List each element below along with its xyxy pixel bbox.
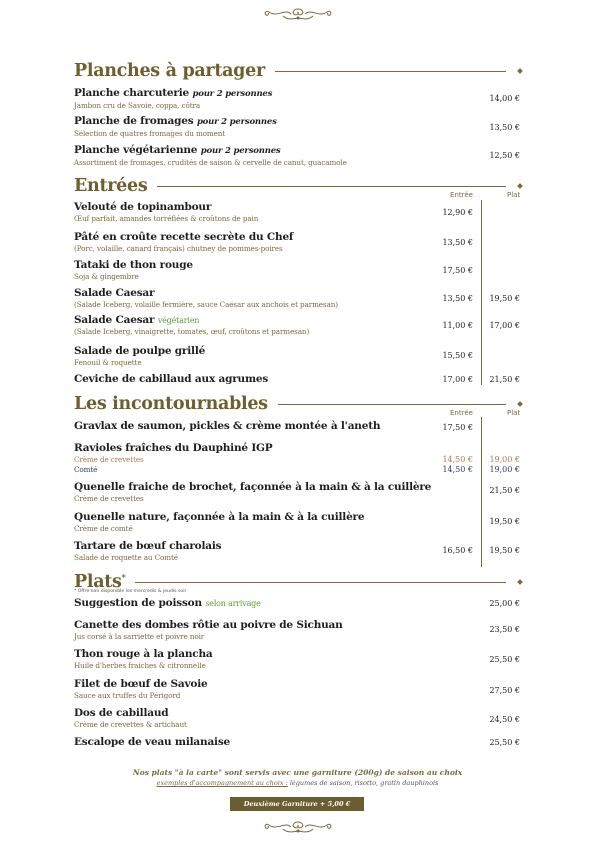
item-price-entree: 13,50 €: [442, 238, 473, 247]
item-name: Filet de bœuf de Savoie: [74, 678, 208, 690]
diamond-icon: [517, 68, 523, 74]
item-price-entree: 17,00 €: [442, 375, 473, 384]
item-desc: (Salade Iceberg, vinaigrette, tomates, œuf, croûtons et parmesan): [74, 327, 310, 336]
menu-item: [74, 511, 524, 534]
menu-item: [74, 736, 524, 749]
item-name: Quenelle nature, façonnée à la main & à la cuillère: [74, 511, 365, 523]
item-name: Dos de cabillaud: [74, 707, 169, 719]
item-price-entree: 16,50 €: [442, 546, 473, 555]
item-desc: Jambon cru de Savoie, coppa, côtra: [74, 101, 201, 110]
divider: [135, 582, 506, 583]
item-desc: Crème de comté: [74, 524, 133, 533]
item-price-plat: 21,50 €: [489, 375, 520, 384]
item-name: Tataki de thon rouge: [74, 259, 193, 271]
column-header-plat: Plat: [507, 191, 521, 199]
item-name: Salade de poulpe grillé: [74, 345, 206, 357]
item-price-entree: 17,50 €: [442, 266, 473, 275]
item-price-entree: 14,50 €: [442, 455, 473, 464]
item-price-entree: 17,50 €: [442, 423, 473, 432]
flourish-ornament-icon: [261, 819, 335, 835]
diamond-icon: [517, 183, 523, 189]
item-desc: (Porc, volaille, canard français) chutney de pommes-poires: [74, 244, 283, 253]
item-name: Planche végétarienne: [74, 144, 198, 156]
item-portion: pour 2 personnes: [196, 117, 277, 127]
menu-item: [74, 87, 524, 111]
item-desc: Salade de roquette au Comté: [74, 553, 178, 562]
menu-item: [74, 481, 524, 504]
divider: [157, 186, 506, 187]
item-portion: pour 2 personnes: [192, 89, 273, 99]
item-variant: Crème de crevettes: [74, 455, 144, 464]
item-price-entree: 15,50 €: [442, 351, 473, 360]
garnish-note: Nos plats "à la carte" sont servis avec une garniture (200g) de saison au choix: [132, 768, 463, 777]
garnish-examples-label: exemples d'accompagnement au choix :: [156, 779, 288, 787]
bottom-ornament: [0, 819, 595, 835]
section-title: Les incontournables: [74, 394, 268, 414]
item-name: Salade Caesar: [74, 287, 155, 299]
footnote: * Offre non disponible les mercredis & jeudis soir: [74, 589, 187, 594]
section-title: Entrées: [74, 176, 148, 196]
menu-item: [74, 115, 524, 139]
item-price: 23,50 €: [489, 625, 520, 634]
item-portion: pour 2 personnes: [200, 146, 281, 156]
item-price-entree: 11,00 €: [442, 321, 473, 330]
item-name: Salade Caesar: [74, 314, 155, 326]
item-name: Ravioles fraîches du Dauphiné IGP: [74, 442, 273, 454]
section-header-planches: [74, 59, 522, 83]
column-header-plat: Plat: [507, 409, 521, 417]
item-price: 27,50 €: [489, 686, 520, 695]
item-name: Quenelle fraiche de brochet, façonnée à la main & à la cuillère: [74, 481, 432, 493]
item-name: Planche de fromages: [74, 115, 194, 127]
menu-item: [74, 144, 524, 168]
column-header-entree: Entrée: [450, 409, 473, 417]
item-price: 13,50 €: [489, 123, 520, 132]
item-desc: Assortiment de fromages, crudités de saison & cervelle de canut, guacamole: [74, 158, 347, 167]
item-name: Pâté en croûte recette secrète du Chef: [74, 231, 294, 243]
vegetarian-tag: végétarien: [157, 316, 200, 325]
item-price-plat: 19,50 €: [489, 294, 520, 303]
item-name: Thon rouge à la plancha: [74, 648, 213, 660]
item-price-plat: 19,00 €: [489, 465, 520, 474]
divider: [278, 404, 506, 405]
item-price: 12,50 €: [489, 151, 520, 160]
item-price: 25,50 €: [489, 738, 520, 747]
item-name: Ceviche de cabillaud aux agrumes: [74, 373, 269, 385]
item-price: 24,50 €: [489, 715, 520, 724]
item-price: 25,50 €: [489, 655, 520, 664]
flourish-ornament-icon: [261, 6, 335, 22]
item-price-entree: 12,90 €: [442, 208, 473, 217]
item-desc: Sélection de quatres fromages du moment: [74, 129, 226, 138]
garnish-examples: [0, 779, 595, 787]
diamond-icon: [517, 579, 523, 585]
section-title: Planches à partager: [74, 61, 265, 81]
item-desc: Crème de crevettes & artichaut: [74, 720, 187, 729]
menu-item: [74, 678, 524, 701]
item-name: Tartare de bœuf charolais: [74, 540, 222, 552]
section-title: Plats: [74, 572, 122, 592]
item-price-plat: 19,00 €: [489, 455, 520, 464]
second-garnish-banner: Deuxième Garniture + 5,00 €: [230, 797, 364, 811]
item-price: 14,00 €: [489, 94, 520, 103]
item-name: Velouté de topinambour: [74, 201, 212, 213]
menu-item: [74, 707, 524, 730]
column-header-entree: Entrée: [450, 191, 473, 199]
item-name: Escalope de veau milanaise: [74, 736, 231, 748]
item-variant: Comté: [74, 465, 98, 474]
diamond-icon: [517, 401, 523, 407]
menu-item: [74, 648, 524, 671]
garnish-examples-values: légumes de saison, risotto, gratin dauphinois: [287, 779, 439, 787]
item-name: Canette des dombes rôtie au poivre de Sichuan: [74, 619, 343, 631]
item-desc: Soja & gingembre: [74, 272, 139, 281]
item-desc: Sauce aux truffes du Périgord: [74, 691, 181, 700]
item-price: 25,00 €: [489, 599, 520, 608]
item-name: Gravlax de saumon, pickles & crème montée à l'aneth: [74, 420, 381, 432]
item-desc: Crème de crevettes: [74, 494, 144, 503]
item-name: Planche charcuterie: [74, 87, 190, 99]
menu-item: [74, 597, 524, 610]
item-price-entree: 13,50 €: [442, 294, 473, 303]
item-desc: Fenouil & roquette: [74, 358, 142, 367]
divider: [275, 71, 506, 72]
item-price-plat: 21,50 €: [489, 486, 520, 495]
item-desc: Œuf parfait, amandes torréfiées & croûtons de pain: [74, 214, 259, 223]
item-price-entree: 14,50 €: [442, 465, 473, 474]
item-price-plat: 19,50 €: [489, 546, 520, 555]
menu-item: [74, 619, 524, 642]
item-desc: Jus corsé à la sarriette et poivre noir: [74, 632, 205, 641]
item-desc: Huile d'herbes fraiches & citronnelle: [74, 661, 206, 670]
star-marker: *: [121, 572, 126, 583]
availability-tag: selon arrivage: [205, 599, 261, 608]
top-ornament: [0, 6, 595, 22]
item-desc: (Salade Iceberg, volaille fermière, sauce Caesar aux anchois et parmesan): [74, 300, 338, 309]
item-price-plat: 19,50 €: [489, 517, 520, 526]
item-name: Suggestion de poisson: [74, 597, 202, 609]
item-price-plat: 17,00 €: [489, 321, 520, 330]
